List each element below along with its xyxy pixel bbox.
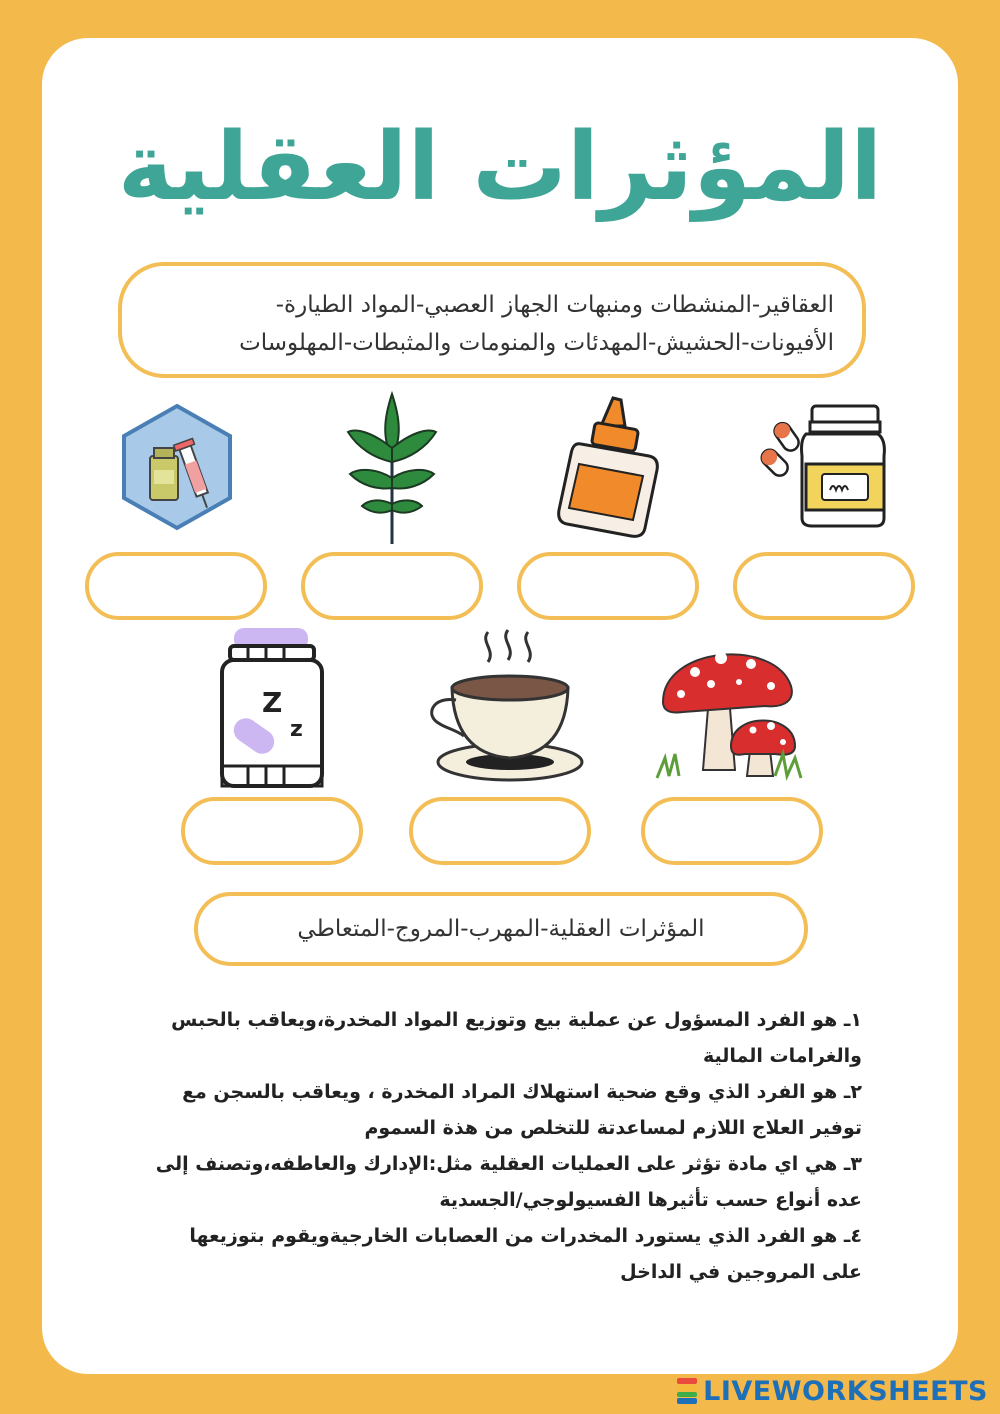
question-4-text: هو الفرد الذي يستورد المخدرات من العصابات الخارجيةويقوم بتوزيعها على المروجين في الداخل bbox=[189, 1225, 862, 1283]
questions-list bbox=[150, 1002, 862, 1290]
answer-box-4[interactable] bbox=[85, 552, 267, 620]
question-3-text: هي اي مادة تؤثر على العمليات العقلية مثل:الإدارك والعاطفه،وتصنف إلى عده أنواع حسب تأثيرها الفسيولوجي/الجسدية bbox=[155, 1153, 862, 1211]
word-bank-line-1: العقاقير-المنشطات ومنبهات الجهاز العصبي-المواد الطيارة- bbox=[275, 292, 834, 318]
answer-box-2[interactable] bbox=[517, 552, 699, 620]
answer-box-5[interactable] bbox=[641, 797, 823, 865]
answer-box-7[interactable] bbox=[181, 797, 363, 865]
answer-box-1[interactable] bbox=[733, 552, 915, 620]
cannabis-leaf-icon bbox=[342, 388, 442, 548]
question-4-number: ٤ـ bbox=[843, 1225, 862, 1247]
answer-box-3[interactable] bbox=[301, 552, 483, 620]
glue-bottle-icon bbox=[555, 392, 665, 542]
pills-bottle-icon bbox=[760, 400, 890, 535]
svg-text:Z: Z bbox=[262, 686, 283, 719]
svg-text:z: z bbox=[290, 717, 303, 742]
question-2-text: هو الفرد الذي وقع ضحية استهلاك المراد المخدرة ، ويعاقب بالسجن مع توفير العلاج اللازم لمساعدتة للتخلص من هذة السموم bbox=[182, 1081, 862, 1139]
question-3 bbox=[150, 1146, 862, 1218]
word-bank-types bbox=[118, 262, 866, 378]
liveworksheets-brand[interactable] bbox=[677, 1374, 988, 1408]
sleeping-pills-icon bbox=[218, 626, 326, 790]
page-title: المؤثرات العقلية bbox=[117, 113, 883, 222]
word-bank-roles: المؤثرات العقلية-المهرب-المروج-المتعاطي bbox=[194, 892, 808, 966]
question-3-number: ٣ـ bbox=[843, 1153, 862, 1175]
question-1-number: ١ـ bbox=[843, 1009, 862, 1031]
question-2 bbox=[150, 1074, 862, 1146]
question-2-number: ٢ـ bbox=[843, 1081, 862, 1103]
word-bank-line-2: الأفيونات-الحشيش-المهدئات والمنومات والمثبطات-المهلوسات bbox=[239, 330, 834, 356]
question-1 bbox=[150, 1002, 862, 1074]
brand-text: LIVEWORKSHEETS bbox=[703, 1375, 988, 1407]
question-4 bbox=[150, 1218, 862, 1290]
mushroom-icon bbox=[655, 626, 805, 784]
coffee-cup-icon bbox=[422, 626, 584, 784]
question-1-text: هو الفرد المسؤول عن عملية بيع وتوزيع المواد المخدرة،ويعاقب بالحبس والغرامات المالية bbox=[171, 1009, 862, 1067]
liveworksheets-logo-icon bbox=[677, 1378, 697, 1404]
answer-box-6[interactable] bbox=[409, 797, 591, 865]
vial-syringe-icon bbox=[118, 402, 236, 532]
